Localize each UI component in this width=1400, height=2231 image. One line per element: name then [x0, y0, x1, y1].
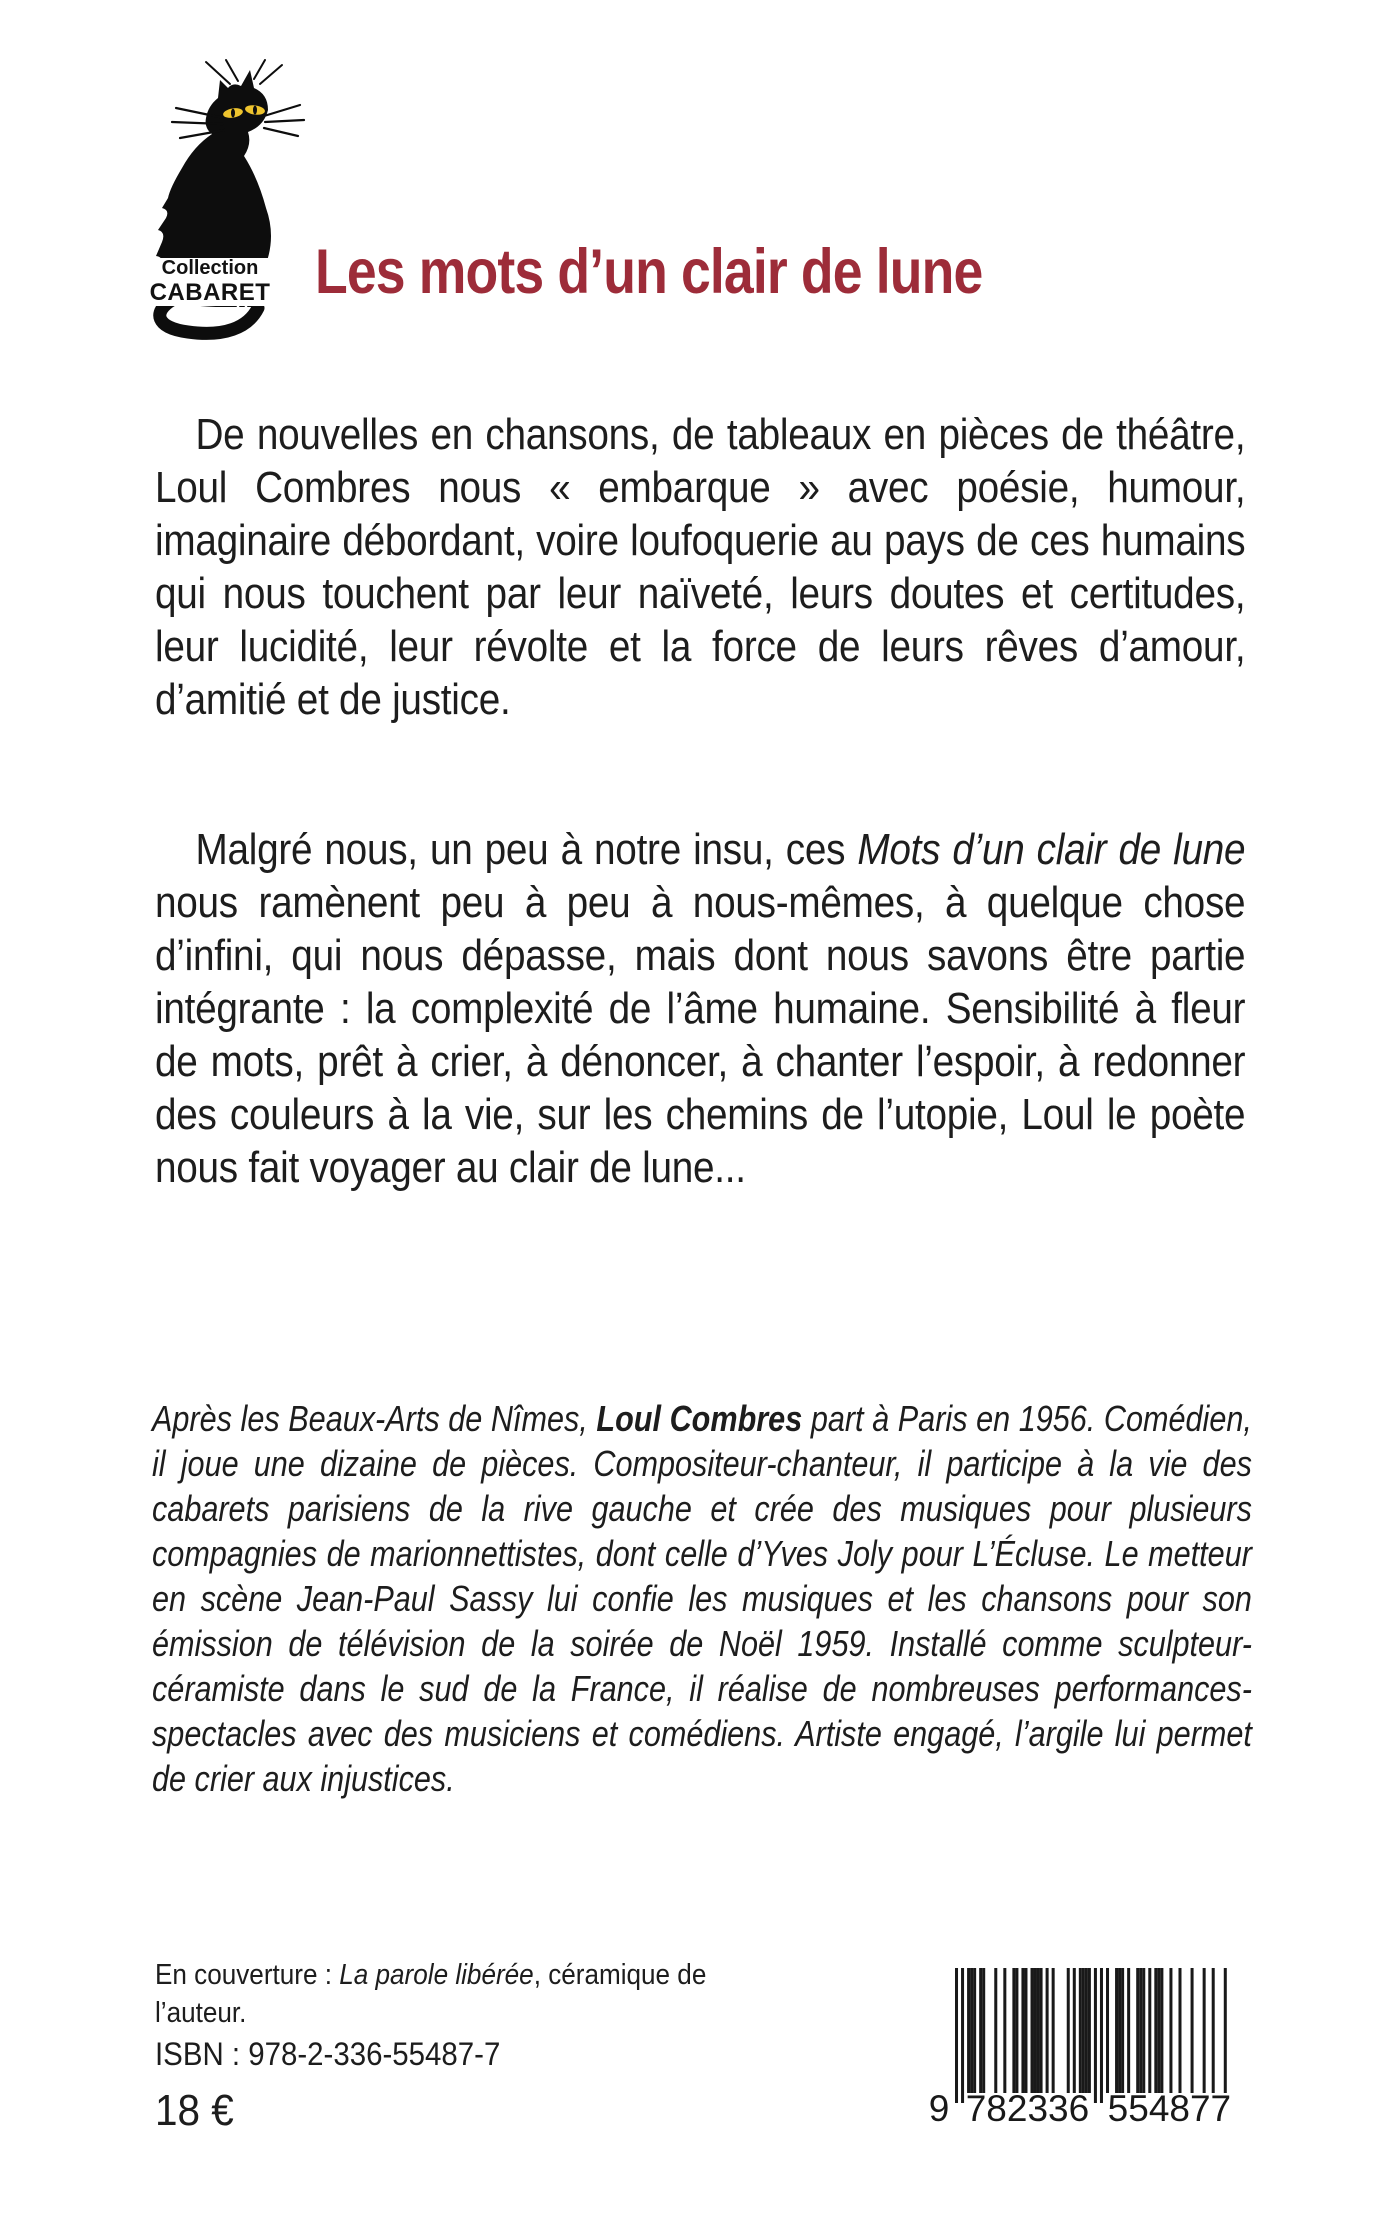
price-text: 18 €: [155, 2086, 234, 2135]
author-bio: Après les Beaux-Arts de Nîmes, Loul Combres part à Paris en 1956. Comédien, il joue une dizaine de pièces. Compositeur-chanteur, il participe à la vie des cabarets parisiens de la rive gauche et crée des musiques pour plusieurs compagnies de marionnettistes, dont celle d’Yves Joly pour L’Écluse. Le metteur en scène Jean-Paul Sassy lui confie les musiques et les chansons pour son émission de télévision de la soirée de Noël 1959. Installé comme sculpteur-céramiste dans le sud de la France, il réalise de nombreuses performances-spectacles avec des musiciens et comédiens. Artiste engagé, l’argile lui permet de crier aux injustices.: [152, 1398, 1252, 1799]
svg-text:782336: 782336: [965, 2088, 1090, 2129]
svg-text:9: 9: [928, 2088, 950, 2129]
synopsis-paragraph-1: De nouvelles en chansons, de tableaux en pièces de théâtre, Loul Combres nous « embarque » avec poésie, humour, imaginaire débordant, voire loufoquerie au pays de ces humains qui nous touchent par leur naïveté, leurs doutes et certitudes, leur lucidité, leur révolte et la force de leurs rêves d’amour, d’amitié et de justice.: [155, 410, 1246, 724]
collection-label-line2: CABARET: [149, 278, 271, 306]
svg-text:554877: 554877: [1107, 2088, 1232, 2129]
collection-label: [138, 258, 282, 306]
cover-note: En couverture : La parole libérée, céramique de l’auteur.: [155, 1959, 707, 2029]
collection-logo: [138, 58, 308, 348]
collection-label-line1: Collection: [161, 257, 259, 279]
barcode-bars: [926, 1968, 1248, 2130]
isbn-text: ISBN : 978-2-336-55487-7: [155, 2036, 501, 2072]
book-title: Les mots d’un clair de lune: [315, 237, 983, 307]
barcode: [926, 1968, 1248, 2130]
synopsis-paragraph-2: Malgré nous, un peu à notre insu, ces Mots d’un clair de lune nous ramènent peu à peu à nous-mêmes, à quelque chose d’infini, qui nous dépasse, mais dont nous savons être partie intégrante : la complexité de l’âme humaine. Sensibilité à fleur de mots, prêt à crier, à dénoncer, à chanter l’espoir, à redonner des couleurs à la vie, sur les chemins de l’utopie, Loul le poète nous fait voyager au clair de lune...: [155, 825, 1246, 1192]
